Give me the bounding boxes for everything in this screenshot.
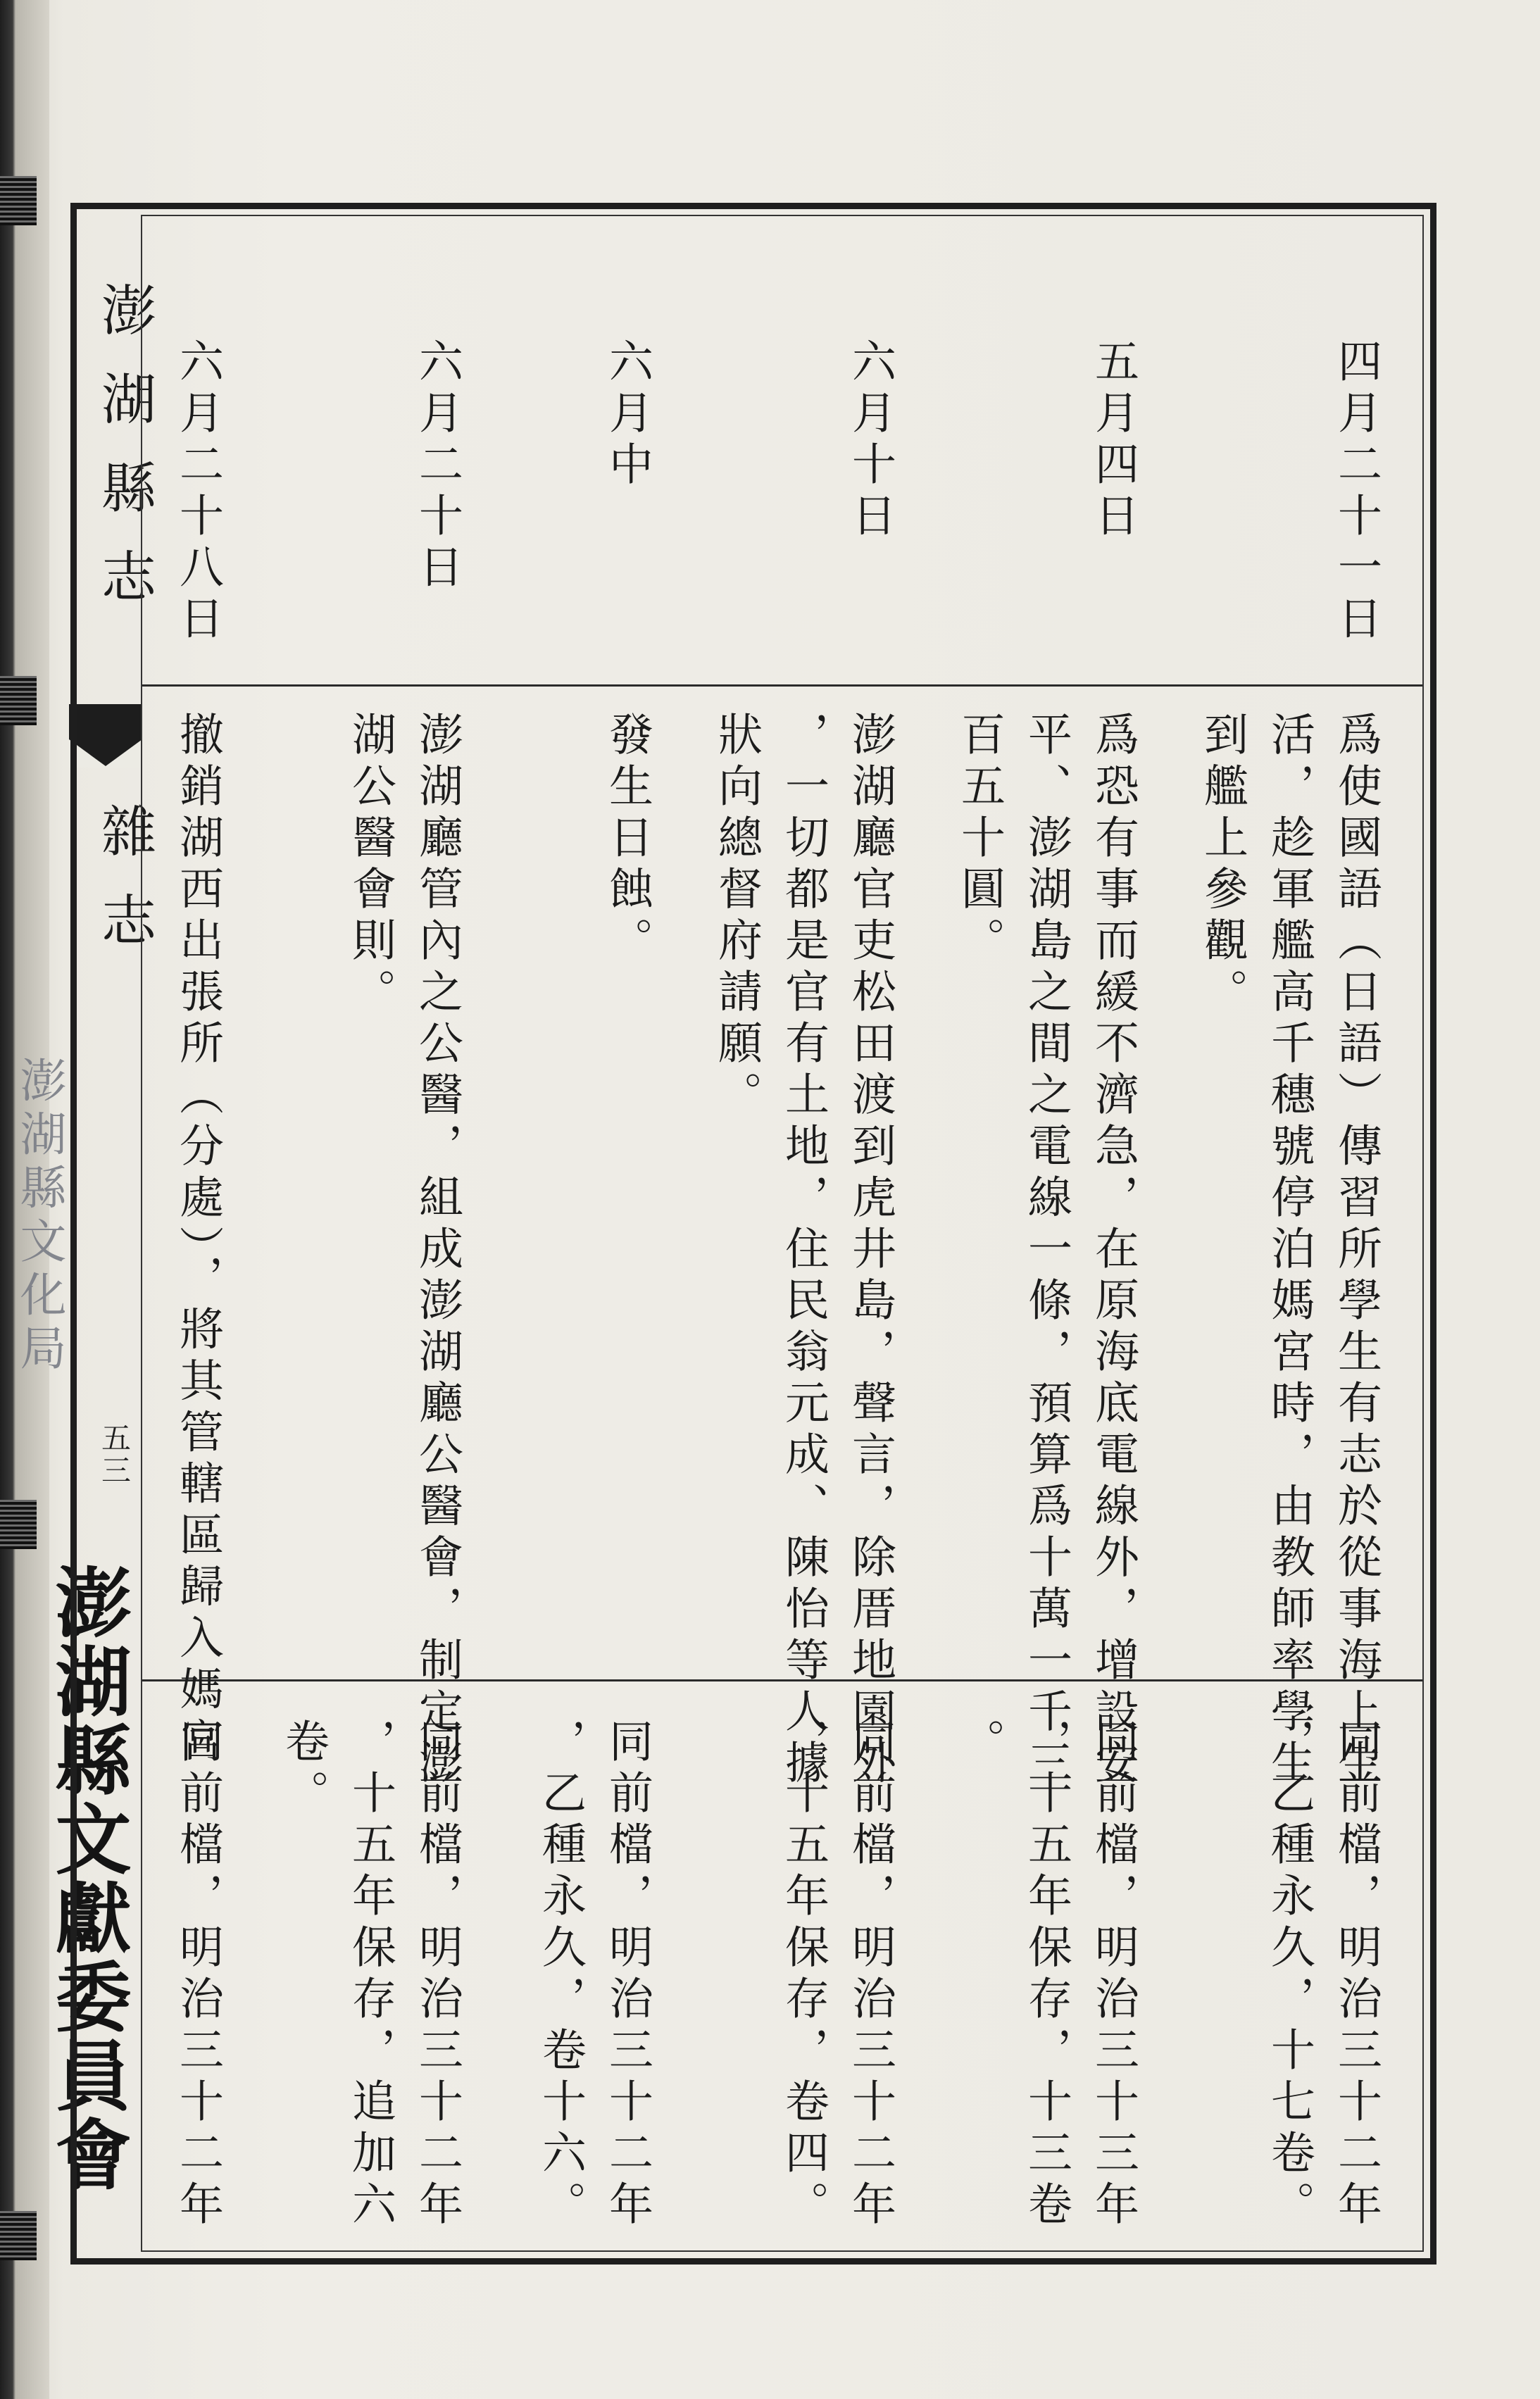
entry-text-line: 澎湖廳管內之公醫，組成澎湖廳公醫會，制定澎 xyxy=(412,711,463,1791)
page-edge-mark xyxy=(0,1500,37,1549)
entry-date: 六月中 xyxy=(602,338,653,492)
entry-text-line: 撤銷湖西出張所（分處），將其管轄區歸入媽宮 xyxy=(173,711,224,1769)
entry-text-line: ，一切都是官有土地，住民翁元成、陳怡等人據 xyxy=(778,711,830,1791)
entry-text-line: 活，趁軍艦高千穗號停泊媽宮時，由教師率學生 xyxy=(1264,711,1315,1791)
page-edge-mark xyxy=(0,2211,37,2260)
entry-source-line: ，十五年保存，卷四。 xyxy=(778,1718,830,2232)
entry-date: 六月二十日 xyxy=(412,338,463,595)
entry-text-line: 平、澎湖島之間之電線一條，預算爲十萬一千三 xyxy=(1021,711,1072,1791)
entry-date: 四月二十一日 xyxy=(1331,338,1382,646)
entry-source-line: 同前檔，明治三十二年 xyxy=(845,1718,896,2232)
section-title: 雜志 xyxy=(92,803,156,980)
entry-date: 六月十日 xyxy=(845,338,896,544)
entry-text-line: 到艦上參觀。 xyxy=(1197,711,1248,1020)
entry-text-line: 百五十圓。 xyxy=(954,711,1006,968)
book-title: 澎湖縣志 xyxy=(92,282,156,637)
publisher-name: 澎湖縣文獻委員會 xyxy=(42,1563,131,2194)
entry-source-line: ，乙種永久，十七卷。 xyxy=(1264,1718,1315,2232)
page-number: 五三 xyxy=(97,1422,132,1487)
entry-text-line: 發生日蝕。 xyxy=(602,711,653,968)
entry-text-line: 澎湖廳官吏松田渡到虎井島，聲言，除厝地園外 xyxy=(845,711,896,1791)
entry-text-line: 爲使國語（日語）傳習所學生有志於從事海上生 xyxy=(1331,711,1382,1791)
page-edge-mark xyxy=(0,676,37,725)
entry-source-line: ，十五年保存，追加六 xyxy=(345,1718,396,2232)
library-stamp: 澎湖縣文化局 xyxy=(12,1056,66,1377)
date-row-divider xyxy=(142,684,1422,687)
page-edge-mark xyxy=(0,176,37,225)
entry-date: 六月二十八日 xyxy=(173,338,224,646)
entry-text-line: 湖公醫會則。 xyxy=(345,711,396,1020)
entry-source-line: ，乙種永久，卷十六。 xyxy=(535,1718,587,2232)
entry-text-line: 狀向總督府請願。 xyxy=(711,711,763,1122)
entry-text-line: 爲恐有事而緩不濟急，在原海底電線外，增設安 xyxy=(1088,711,1139,1791)
entry-source-line: ，十五年保存，十三卷 xyxy=(1021,1718,1072,2232)
entry-source-line: 卷。 xyxy=(278,1718,330,1821)
entry-source-line: 。 xyxy=(954,1718,1006,1770)
entry-source-line: 同前檔，明治三十二年 xyxy=(1331,1718,1382,2232)
entry-source-line: 同前檔，明治三十三年 xyxy=(1088,1718,1139,2232)
entry-source-line: 同前檔，明治三十二年 xyxy=(412,1718,463,2232)
entry-source-line: 同前檔，明治三十二年 xyxy=(602,1718,653,2232)
entry-source-line: 同前檔，明治三十二年 xyxy=(173,1718,224,2232)
entry-date: 五月四日 xyxy=(1088,338,1139,544)
